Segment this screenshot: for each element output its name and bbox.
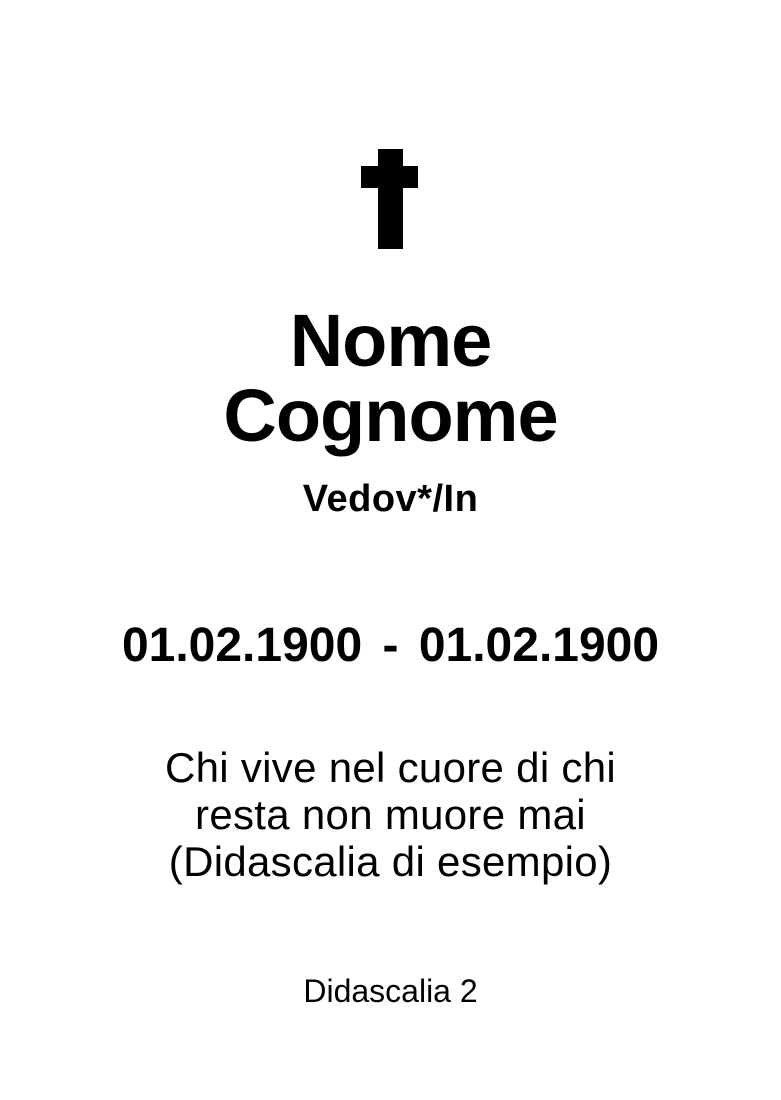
epitaph-line-1: Chi vive nel cuore di chi	[164, 744, 617, 791]
epitaph-text	[0, 744, 781, 885]
epitaph-line-3: (Didascalia di esempio)	[168, 838, 613, 885]
deceased-last-name: Cognome	[223, 374, 558, 457]
cross-horizontal-bar	[361, 166, 418, 188]
deceased-name	[0, 299, 781, 457]
birth-death-dates: 01.02.1900 - 01.02.1900	[121, 619, 660, 672]
cross-icon	[361, 149, 418, 249]
cross-vertical-bar	[378, 149, 403, 249]
epitaph-line-2: resta non muore mai	[195, 791, 586, 838]
deceased-first-name: Nome	[289, 299, 492, 382]
marital-status-text: Vedov*/In	[302, 478, 479, 520]
secondary-caption: Didascalia 2	[303, 973, 478, 1009]
